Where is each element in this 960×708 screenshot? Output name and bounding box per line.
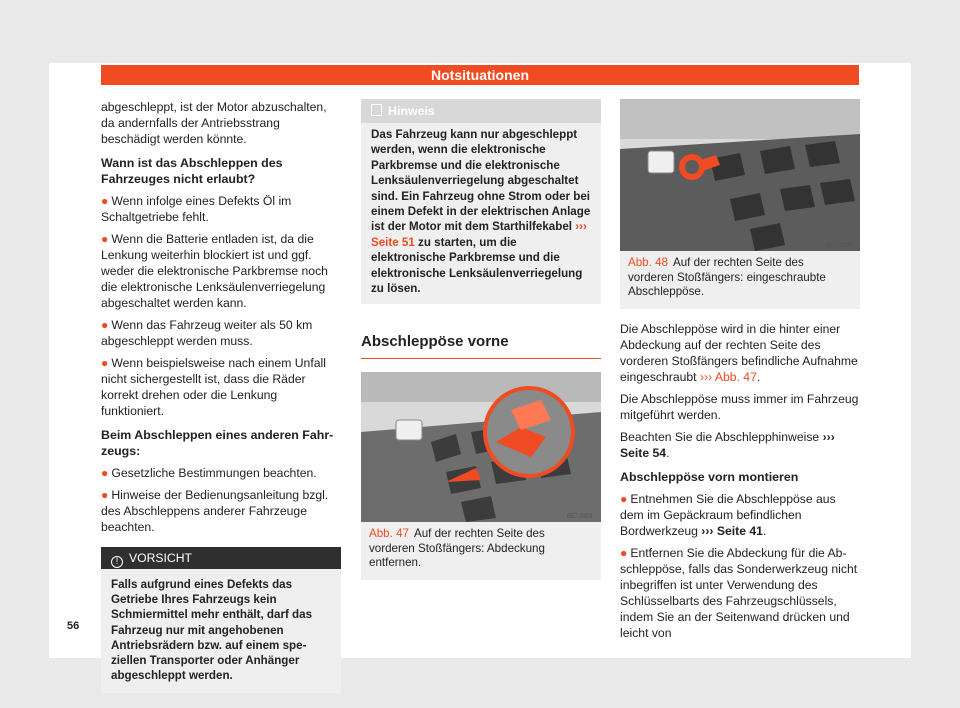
bullet-icon: ● — [620, 545, 628, 560]
paragraph: Die Abschleppöse muss immer im Fahrzeug mitgeführt werden. — [620, 391, 859, 422]
paragraph: Die Abschleppöse wird in die hinter einer Abdeckung auf der rechten Seite des vorderen Stoßfängers befindliche Aufnahme eingeschraubt ››› Abb. 47. — [620, 321, 858, 384]
bullet-icon: ● — [620, 491, 628, 506]
bullet-icon: ● — [101, 356, 109, 370]
list-item: ● Entnehmen Sie die Abschleppöse aus dem im Gepäckraum befindlichen Bordwerkzeug ››› Seite 41. — [620, 491, 836, 538]
bullet-icon: ● — [101, 232, 109, 246]
column-1 — [101, 99, 341, 693]
list-item: ● Wenn beispielsweise nach einem Unfall nicht sichergestellt ist, dass die Räder korrekt drehen oder die Lenkung funktioniert. — [101, 356, 326, 418]
figure-code: B57-0301 — [566, 514, 593, 521]
bullet-icon: ● — [101, 488, 109, 502]
note-header: Hinweis — [361, 99, 601, 123]
caution-header: ! VORSICHT — [101, 547, 341, 569]
warning-circle-icon: ! — [111, 556, 123, 568]
note-icon — [371, 104, 382, 116]
figure-code: B57-0228 — [825, 243, 852, 249]
caution-box — [101, 547, 341, 693]
figure-link[interactable]: ››› Abb. 47 — [699, 369, 757, 384]
list-item: ● Wenn die Batterie entladen ist, da die Lenkung weiterhin blockiert ist und ggf. weder die elektronische Parkbremse noch die elektronische Lenksäulenverriegelung abgeschaltet werden kann. — [101, 232, 328, 310]
bullet-icon: ● — [101, 194, 109, 208]
section-title: Abschleppöse vorne — [361, 334, 601, 359]
page-header: Notsituationen — [101, 65, 859, 85]
list-item: ● Wenn das Fahrzeug weiter als 50 km abgeschleppt werden muss. — [101, 318, 313, 348]
figure-caption: Abb. 47 Auf der rechten Seite des vorderen Stoßfängers: Abdeckung entfernen. — [369, 527, 545, 570]
subheading: Wann ist das Abschleppen des Fahrzeuges nicht erlaubt? — [101, 156, 283, 186]
tow-hook-illustration — [620, 99, 860, 251]
figure-label: Abb. 47 — [369, 527, 409, 541]
figure-label: Abb. 48 — [628, 256, 668, 269]
figure-47 — [361, 372, 601, 580]
list-item: ● Hinweise der Bedienungsanleitung bzgl. des Abschleppens anderer Fahrzeuge beachten. — [101, 488, 329, 534]
figure-caption: Abb. 48 Auf der rechten Seite des vorderen Stoßfängers: eingeschraubte Abschleppöse. — [628, 256, 826, 298]
bullet-icon: ● — [101, 318, 109, 332]
list-item: ● Gesetzliche Bestimmungen beachten. — [101, 466, 317, 480]
column-3 — [620, 99, 860, 647]
page-number: 56 — [67, 620, 80, 632]
list-item: ● Entfernen Sie die Abdeckung für die Abschleppöse, falls das Sonderwerkzeug nicht inbegriffen ist unter Verwendung des Schlüsselbarts des Fahrzeugschlüssels, indem Sie an der Seitenwand drücken und leicht von — [620, 545, 858, 640]
page-link[interactable]: ››› Seite 54 — [620, 429, 835, 460]
note-text: Das Fahrzeug kann nur abgeschleppt werden, wenn die elektronische Parkbremse und die elektronische Lenksäulenverriegelung abgeschaltet sind. Ein Fahrzeug ohne Strom oder bei einem Defekt in der elektrischen Anlage ist der Motor mit dem Starthilfekabel ››› Seite 51 zu starten, um die elektronische Parkbremse und die elektronische Lenksäulenverriegelung zu lösen. — [371, 128, 591, 296]
subheading: Beim Abschleppen eines anderen Fahrzeugs: — [101, 428, 334, 458]
bumper-cover-illustration — [361, 372, 601, 522]
figure-48 — [620, 99, 860, 309]
subheading: Abschleppöse vorn montieren — [620, 469, 799, 484]
caution-text: Falls aufgrund eines Defekts das Getriebe Ihres Fahrzeugs kein Schmiermittel mehr enthält, darf das Fahrzeug nur mit angehobenen Antriebsrädern bzw. auf einem speziellen Transporter oder Anhänger abgeschleppt werden. — [111, 578, 313, 683]
paragraph: Beachten Sie die Abschlepphinweise ››› Seite 54. — [620, 429, 835, 460]
paragraph: abgeschleppt, ist der Motor abzuschalten, da andernfalls der Antriebsstrang beschädigt werden könnte. — [101, 100, 327, 146]
page-link[interactable]: ››› Seite 41 — [701, 523, 763, 538]
list-item: ● Wenn infolge eines Defekts Öl im Schaltgetriebe fehlt. — [101, 194, 292, 224]
page-link[interactable]: ››› Seite 51 — [371, 220, 587, 249]
column-2 — [361, 99, 601, 580]
bullet-icon: ● — [101, 466, 109, 480]
note-box — [361, 99, 601, 304]
